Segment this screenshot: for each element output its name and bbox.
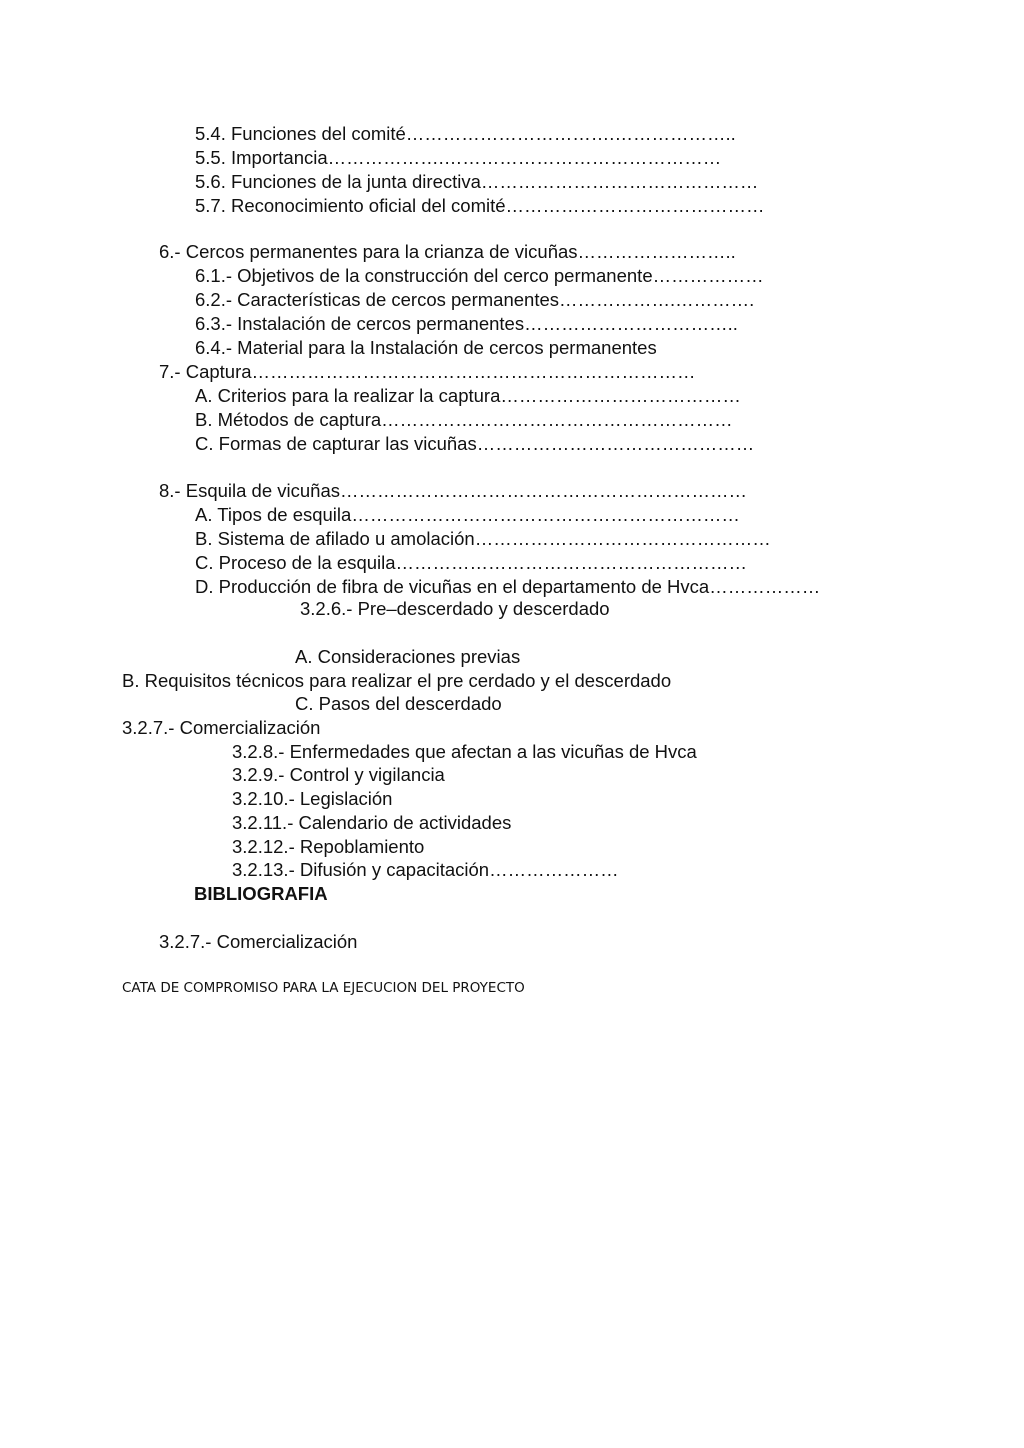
- toc-entry-5-6: 5.6. Funciones de la junta directiva………………………………………: [195, 171, 759, 192]
- toc-entry-3-2-11: 3.2.11.- Calendario de actividades: [232, 812, 512, 833]
- toc-entry-3-2-7-repeat: 3.2.7.- Comercialización: [159, 931, 358, 952]
- toc-entry-6-3: 6.3.- Instalación de cercos permanentes……………………………..: [195, 313, 738, 334]
- carta-compromiso-line: CATA DE COMPROMISO PARA LA EJECUCION DEL PROYECTO: [122, 980, 525, 996]
- toc-entry-5-4: 5.4. Funciones del comité…………………………….………………..: [195, 123, 736, 144]
- toc-entry-3-2-6-b: B. Requisitos técnicos para realizar el pre cerdado y el descerdado: [122, 670, 672, 691]
- toc-entry-8-a: A. Tipos de esquila………………………………………………………: [195, 504, 740, 525]
- bibliografia-heading: BIBLIOGRAFIA: [194, 883, 328, 904]
- toc-entry-8-c: C. Proceso de la esquila…………………………………………………: [195, 552, 748, 573]
- toc-entry-3-2-6: 3.2.6.- Pre–descerdado y descerdado: [300, 598, 610, 619]
- toc-entry-3-2-6-a: A. Consideraciones previas: [295, 646, 521, 667]
- toc-entry-7-b: B. Métodos de captura…………………………………………………: [195, 409, 733, 430]
- toc-entry-5-7: 5.7. Reconocimiento oficial del comité……………………………………: [195, 195, 765, 216]
- toc-entry-3-2-12: 3.2.12.- Repoblamiento: [232, 836, 425, 857]
- toc-entry-6: 6.- Cercos permanentes para la crianza de vicuñas……………………..: [159, 241, 736, 262]
- toc-entry-3-2-6-c: C. Pasos del descerdado: [295, 693, 502, 714]
- toc-entry-3-2-9: 3.2.9.- Control y vigilancia: [232, 764, 445, 785]
- toc-entry-6-2: 6.2.- Características de cercos permanentes……………….………….: [195, 289, 755, 310]
- toc-entry-3-2-8: 3.2.8.- Enfermedades que afectan a las vicuñas de Hvca: [232, 741, 697, 762]
- toc-entry-5-5: 5.5. Importancia……………….………………………………………: [195, 147, 722, 168]
- toc-entry-8-d: D. Producción de fibra de vicuñas en el departamento de Hvca………………: [195, 576, 821, 597]
- toc-entry-7-a: A. Criterios para la realizar la captura…………………………………: [195, 385, 741, 406]
- toc-entry-7-c: C. Formas de capturar las vicuñas………………………………………: [195, 433, 755, 454]
- toc-entry-6-1: 6.1.- Objetivos de la construcción del cerco permanente………………: [195, 265, 764, 286]
- toc-entry-8: 8.- Esquila de vicuñas…………………………………………………………: [159, 480, 747, 501]
- toc-entry-3-2-13: 3.2.13.- Difusión y capacitación…………………: [232, 859, 619, 880]
- toc-entry-6-4: 6.4.- Material para la Instalación de cercos permanentes: [195, 337, 657, 358]
- toc-entry-3-2-7: 3.2.7.- Comercialización: [122, 717, 321, 738]
- toc-entry-7: 7.- Captura………………………………………………………………: [159, 361, 696, 382]
- toc-entry-3-2-10: 3.2.10.- Legislación: [232, 788, 393, 809]
- toc-entry-8-b: B. Sistema de afilado u amolación…………………………………………: [195, 528, 771, 549]
